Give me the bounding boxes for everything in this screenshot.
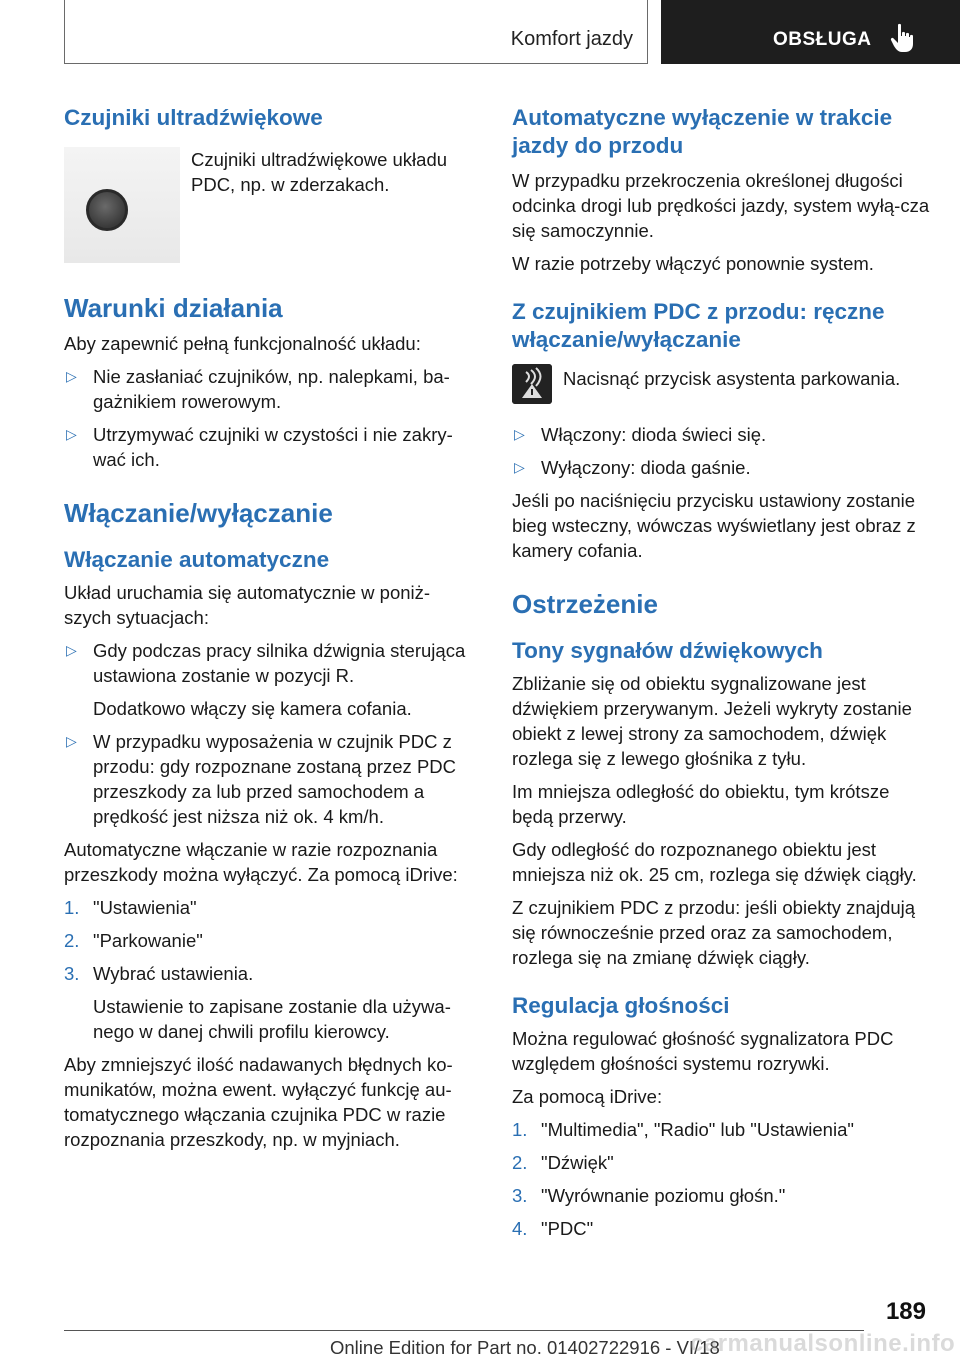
disable-auto-text: Automatyczne włączanie w razie rozpoznania przeszkody można wyłączyć. Za pomocą iDrive: bbox=[64, 839, 458, 885]
sensors-section bbox=[64, 100, 474, 265]
list-item: ▷ Nie zasłaniać czujników, np. nalepkami, ba-gażnikiem rowerowym. bbox=[66, 366, 450, 412]
list-item: ▷ Wyłączony: dioda gaśnie. bbox=[514, 457, 751, 478]
manual-heading: Z czujnikiem PDC z przodu: ręczne włączanie/wyłączanie bbox=[512, 299, 885, 352]
auto-on-heading: Włączanie automatyczne bbox=[64, 547, 330, 572]
triangle-bullet-icon: ▷ bbox=[66, 642, 77, 658]
page-header bbox=[0, 0, 960, 66]
disable-steps bbox=[64, 895, 474, 1044]
list-item-note: Ustawienie to zapisane zostanie dla używa-nego w danej chwili profilu kierowcy. bbox=[93, 996, 451, 1042]
volume-text: Można regulować głośność sygnalizatora PDC względem głośności systemu rozrywki. bbox=[512, 1028, 894, 1074]
auto-on-intro: Układ uruchamia się automatycznie w poniż-szych sytuacjach: bbox=[64, 582, 431, 628]
triangle-bullet-icon: ▷ bbox=[514, 426, 525, 442]
sensors-heading: Czujniki ultradźwiękowe bbox=[64, 105, 323, 130]
list-item: 1. "Multimedia", "Radio" lub "Ustawienia" bbox=[512, 1119, 854, 1140]
parking-assistant-icon bbox=[512, 364, 552, 404]
list-item: 2. "Parkowanie" bbox=[64, 930, 203, 951]
manual-note: Jeśli po naciśnięciu przycisku ustawiony zostanie bieg wsteczny, wówczas wyświetlany jest obraz z kamery cofania. bbox=[512, 490, 916, 561]
tones-text-4: Z czujnikiem PDC z przodu: jeśli obiekty znajdują się równocześnie przed oraz za samochodem, rozlega się na zmianę dźwięk ciągły. bbox=[512, 897, 916, 968]
triangle-bullet-icon: ▷ bbox=[66, 426, 77, 442]
manual-icon-text: Nacisnąć przycisk asystenta parkowania. bbox=[563, 368, 901, 389]
list-item-note: Dodatkowo włączy się kamera cofania. bbox=[93, 698, 412, 719]
conditions-heading: Warunki działania bbox=[64, 293, 283, 323]
conditions-list bbox=[64, 364, 474, 472]
triangle-bullet-icon: ▷ bbox=[66, 733, 77, 749]
auto-off-restart: W razie potrzeby włączyć ponownie system. bbox=[512, 253, 874, 274]
footer-edition: Online Edition for Part no. 01402722916 - VI/18 bbox=[330, 1337, 720, 1358]
hand-pointer-icon bbox=[889, 22, 917, 54]
manual-list bbox=[512, 422, 932, 480]
list-item: 1. "Ustawienia" bbox=[64, 897, 197, 918]
triangle-bullet-icon: ▷ bbox=[514, 459, 525, 475]
header-chapter-tab bbox=[661, 0, 960, 64]
conditions-intro: Aby zapewnić pełną funkcjonalność układu: bbox=[64, 333, 421, 354]
list-item: 3. "Wyrównanie poziomu głośn." bbox=[512, 1185, 786, 1206]
list-item: ▷ Utrzymywać czujniki w czystości i nie zakry-wać ich. bbox=[66, 424, 453, 470]
sensor-icon bbox=[86, 189, 128, 231]
warning-heading: Ostrzeżenie bbox=[512, 589, 658, 619]
list-item: 4. "PDC" bbox=[512, 1218, 594, 1239]
volume-steps bbox=[512, 1117, 932, 1241]
volume-heading: Regulacja głośności bbox=[512, 993, 730, 1018]
header-section-frame bbox=[64, 0, 648, 64]
right-column bbox=[512, 100, 932, 1249]
page-number: 189 bbox=[885, 1298, 926, 1325]
list-item: ▷ W przypadku wyposażenia w czujnik PDC z przodu: gdy rozpoznane zostaną przez PDC przeszkody za lub przed samochodem a prędkość jest niższa niż ok. 4 km/h. bbox=[66, 731, 457, 827]
triangle-bullet-icon: ▷ bbox=[66, 368, 77, 384]
manual-icon-block bbox=[512, 364, 932, 414]
tones-text-1: Zbliżanie się od obiektu sygnalizowane jest dźwiękiem przerywanym. Jeżeli wykryty zostanie obiekt z lewej strony za samochodem, dźwięk rozlega się z lewego głośnika z tyłu. bbox=[512, 673, 912, 769]
watermark-logo: carmanualsonline.info bbox=[690, 1330, 956, 1357]
onoff-heading: Włączanie/wyłączanie bbox=[64, 498, 333, 528]
auto-off-text: W przypadku przekroczenia określonej długości odcinka drogi lub prędkości jazdy, system wyłą-cza się samoczynnie. bbox=[512, 170, 930, 241]
tones-heading: Tony sygnałów dźwiękowych bbox=[512, 638, 823, 663]
auto-on-list bbox=[64, 638, 474, 829]
sensors-caption: Czujniki ultradźwiękowe układu PDC, np. w zderzakach. bbox=[191, 149, 448, 195]
header-section-title: Komfort jazdy bbox=[510, 28, 633, 50]
list-item: ▷ Włączony: dioda świeci się. bbox=[514, 424, 767, 445]
list-item: 2. "Dźwięk" bbox=[512, 1152, 614, 1173]
volume-idrive: Za pomocą iDrive: bbox=[512, 1086, 663, 1107]
list-item: 3. Wybrać ustawienia. Ustawienie to zapisane zostanie dla używa-nego w danej chwili profilu kierowcy. bbox=[64, 961, 474, 1044]
auto-off-heading: Automatyczne wyłączenie w trakcie jazdy do przodu bbox=[512, 105, 893, 158]
closing-text: Aby zmniejszyć ilość nadawanych błędnych ko-munikatów, można ewent. wyłączyć funkcję au-tomatycznego włączania czujnika PDC w razie rozpoznania przeszkody, np. w myjniach. bbox=[64, 1054, 453, 1150]
tones-text-2: Im mniejsza odległość do obiektu, tym krótsze będą przerwy. bbox=[512, 781, 890, 827]
ultrasonic-sensor-image bbox=[64, 147, 180, 263]
header-chapter-title: OBSŁUGA bbox=[773, 29, 872, 50]
tones-text-3: Gdy odległość do rozpoznanego obiektu jest mniejsza niż ok. 25 cm, rozlega się dźwięk ciągły. bbox=[512, 839, 917, 885]
list-item: ▷ Gdy podczas pracy silnika dźwignia sterująca ustawiona zostanie w pozycji R. Dodatkowo włączy się kamera cofania. bbox=[64, 638, 474, 721]
left-column bbox=[64, 100, 474, 1160]
